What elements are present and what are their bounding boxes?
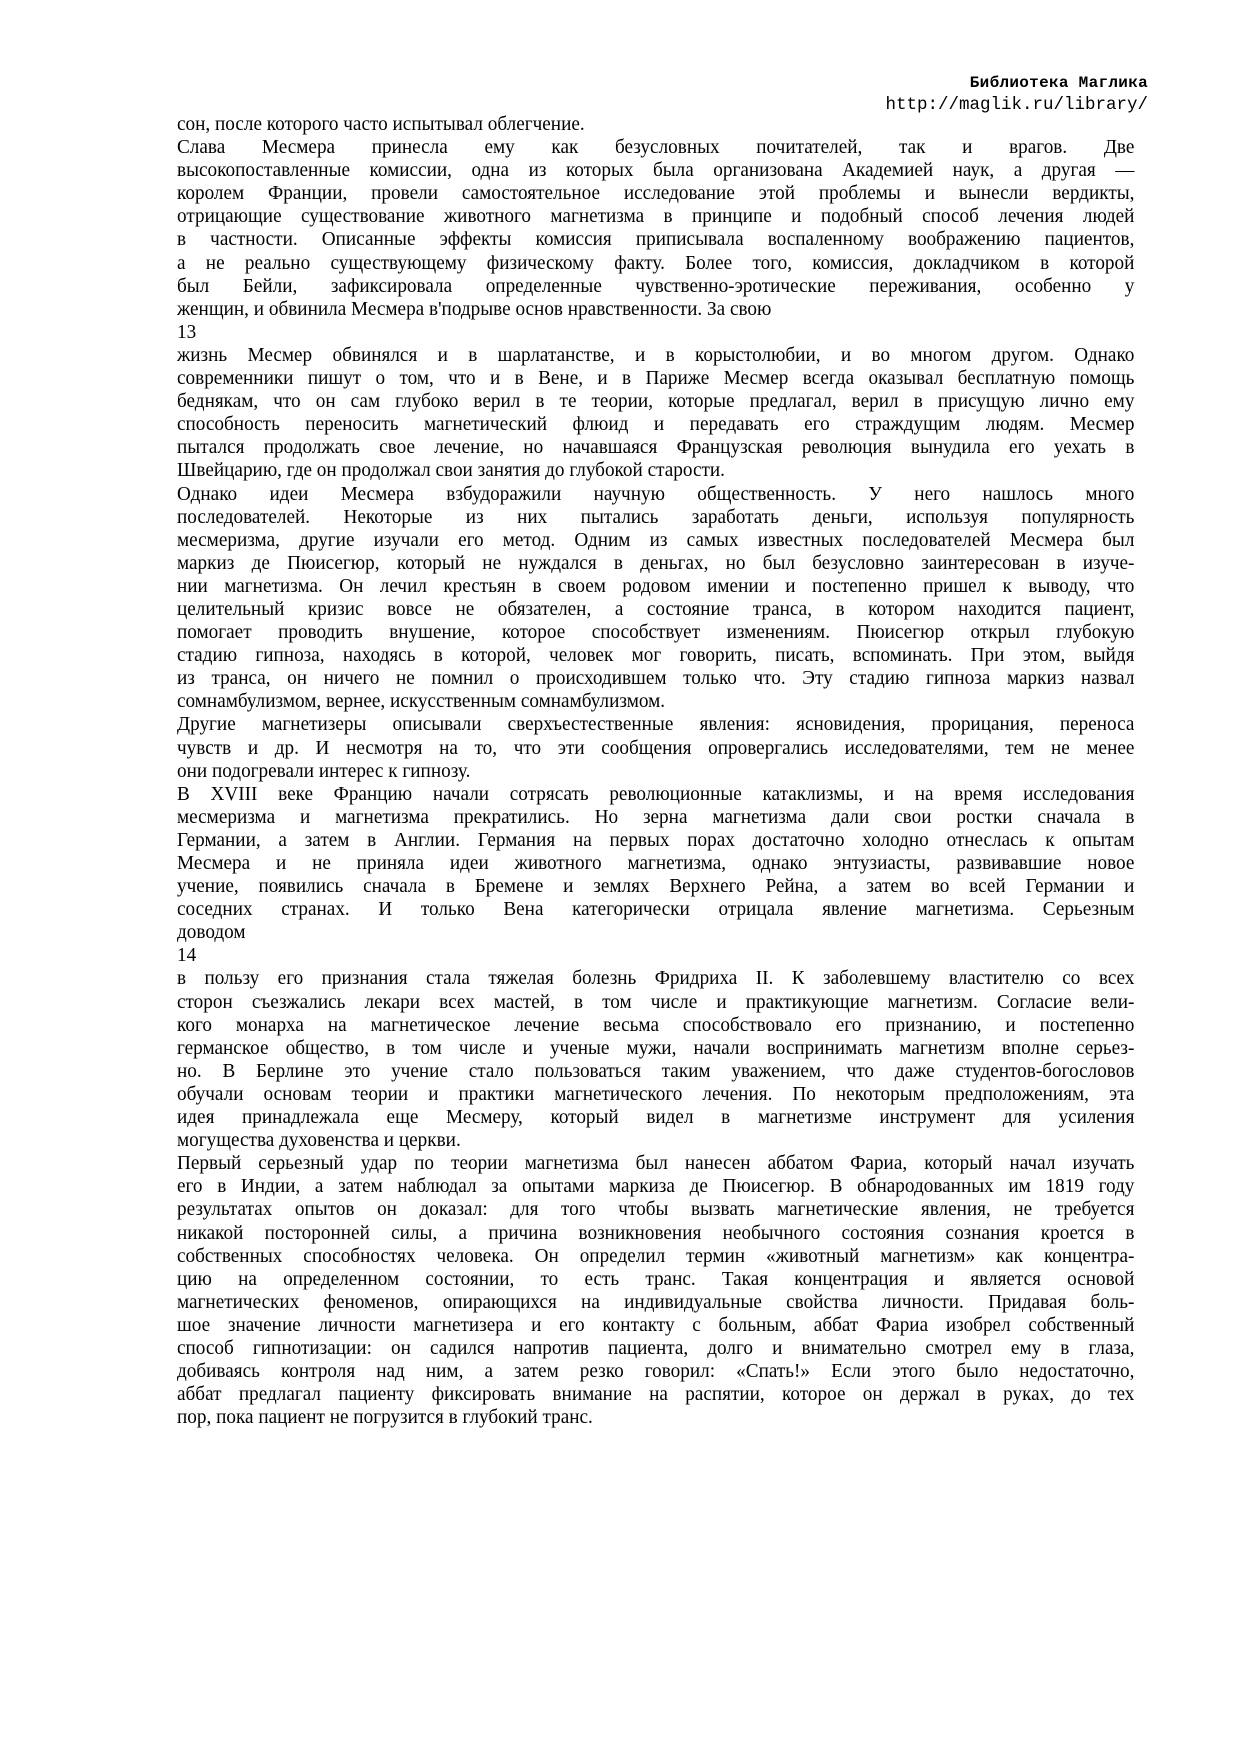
document-body bbox=[177, 113, 1134, 1429]
text-line: Однако идеи Месмера взбудоражили научную общественность. У него нашлось много bbox=[177, 483, 1135, 505]
text-line: женщин, и обвинила Месмера в'подрыве основ нравственности. За свою bbox=[177, 298, 772, 320]
text-line: никакой посторонней силы, а причина возникновения необычного состояния сознания кроется в bbox=[177, 1222, 1135, 1244]
text-line: Слава Месмера принесла ему как безусловных почитателей, так и врагов. Две bbox=[177, 137, 1135, 159]
text-line: нии магнетизма. Он лечил крестьян в своем родовом имении и постепенно пришел к выводу, что bbox=[177, 575, 1135, 597]
text-line: кого монарха на магнетическое лечение весьма способствовало его признанию, и постепенно bbox=[177, 1014, 1135, 1036]
text-line: а не реально существующему физическому факту. Более того, комиссия, докладчиком в которой bbox=[177, 252, 1135, 274]
text-line: способность переносить магнетический флюид и передавать его страждущим людям. Месмер bbox=[177, 414, 1135, 436]
text-line: маркиз де Пюисегюр, который не нуждался в деньгах, но был безусловно заинтересован в изуче- bbox=[177, 552, 1135, 574]
text-line: обучали основам теории и практики магнетического лечения. По некоторым предположениям, эта bbox=[177, 1083, 1135, 1105]
text-line: беднякам, что он сам глубоко верил в те теории, которые предлагал, верил в присущую лично ему bbox=[177, 391, 1135, 413]
text-line: из транса, он ничего не помнил о происходившем только что. Эту стадию гипноза маркиз назвал bbox=[177, 668, 1135, 690]
page-number: 14 bbox=[177, 945, 197, 967]
text-line: современники пишут о том, что и в Вене, и в Париже Месмер всегда оказывал бесплатную помощь bbox=[177, 368, 1135, 390]
text-line: магнетических феноменов, опирающихся на индивидуальные свойства личности. Придавая боль- bbox=[177, 1291, 1135, 1313]
text-line: В XVIII веке Францию начали сотрясать революционные катаклизмы, и на время исследования bbox=[177, 783, 1135, 805]
text-line: соседних странах. И только Вена категорически отрицала явление магнетизма. Серьезным bbox=[177, 899, 1135, 921]
page-header bbox=[885, 72, 1148, 116]
text-line: цию на определенном состоянии, то есть транс. Такая концентрация и является основой bbox=[177, 1268, 1135, 1290]
text-line: его в Индии, а затем наблюдал за опытами маркиза де Пюисегюр. В обнародованных им 1819 году bbox=[177, 1176, 1135, 1198]
text-line: идея принадлежала еще Месмеру, который видел в магнетизме инструмент для усиления bbox=[177, 1107, 1135, 1129]
text-line: способ гипнотизации: он садился напротив пациента, долго и внимательно смотрел ему в глаза, bbox=[177, 1337, 1135, 1359]
text-line: был Бейли, зафиксировала определенные чувственно-эротические переживания, особенно у bbox=[177, 275, 1135, 297]
text-line: отрицающие существование животного магнетизма в принципе и подобный способ лечения людей bbox=[177, 206, 1135, 228]
text-line: королем Франции, провели самостоятельное исследование этой проблемы и вынесли вердикты, bbox=[177, 183, 1135, 205]
text-line: высокопоставленные комиссии, одна из которых была организована Академией наук, а другая — bbox=[177, 160, 1135, 182]
text-line: пор, пока пациент не погрузится в глубокий транс. bbox=[177, 1407, 593, 1429]
text-line: последователей. Некоторые из них пытались заработать деньги, используя популярность bbox=[177, 506, 1135, 528]
text-line: Германии, а затем в Англии. Германия на первых порах достаточно холодно отнеслась к опытам bbox=[177, 829, 1135, 851]
text-line: могущества духовенства и церкви. bbox=[177, 1130, 461, 1152]
text-line: учение, появились сначала в Бремене и землях Верхнего Рейна, а затем во всей Германии и bbox=[177, 876, 1135, 898]
text-line: целительный кризис вовсе не обязателен, а состояние транса, в котором находится пациент, bbox=[177, 598, 1135, 620]
text-line: добиваясь контроля над ним, а затем резко говорил: «Спать!» Если этого было недостаточно, bbox=[177, 1361, 1135, 1383]
text-line: в частности. Описанные эффекты комиссия приписывала воспаленному воображению пациентов, bbox=[177, 229, 1135, 251]
library-title: Библиотека Маглика bbox=[969, 74, 1148, 92]
text-line: жизнь Месмер обвинялся и в шарлатанстве, и в корыстолюбии, и во многом другом. Однако bbox=[177, 344, 1135, 366]
text-line: но. В Берлине это учение стало пользоваться таким уважением, что даже студентов-богословов bbox=[177, 1060, 1135, 1082]
text-line: Швейцарию, где он продолжал свои занятия до глубокой старости. bbox=[177, 460, 725, 482]
text-line: Другие магнетизеры описывали сверхъестественные явления: ясновидения, прорицания, переноса bbox=[177, 714, 1135, 736]
text-line: помогает проводить внушение, которое способствует изменениям. Пюисегюр открыл глубокую bbox=[177, 622, 1135, 644]
text-line: шое значение личности магнетизера и его контакту с больным, аббат Фариа изобрел собственный bbox=[177, 1314, 1135, 1336]
text-line: в пользу его признания стала тяжелая болезнь Фридриха II. К заболевшему властителю со всех bbox=[177, 968, 1135, 990]
library-url: http://maglik.ru/library/ bbox=[885, 95, 1148, 115]
text-line: германское общество, в том числе и ученые мужи, начали воспринимать магнетизм вполне серьез- bbox=[177, 1037, 1135, 1059]
text-line: результатах опытов он доказал: для того чтобы вызвать магнетические явления, не требуется bbox=[177, 1199, 1135, 1221]
text-line: месмеризма, другие изучали его метод. Одним из самых известных последователей Месмера был bbox=[177, 529, 1135, 551]
text-line: чувств и др. И несмотря на то, что эти сообщения опровергались исследователями, тем не менее bbox=[177, 737, 1135, 759]
text-line: аббат предлагал пациенту фиксировать внимание на распятии, которое он держал в руках, до тех bbox=[177, 1384, 1135, 1406]
text-line: пытался продолжать свое лечение, но начавшаяся Французская революция вынудила его уехать в bbox=[177, 437, 1135, 459]
text-line: доводом bbox=[177, 922, 246, 944]
page-number: 13 bbox=[177, 321, 197, 343]
text-line: они подогревали интерес к гипнозу. bbox=[177, 760, 471, 782]
text-line: сон, после которого часто испытывал облегчение. bbox=[177, 114, 585, 135]
text-line: Месмера и не приняла идеи животного магнетизма, однако энтузиасты, развивавшие новое bbox=[177, 853, 1135, 874]
text-line: месмеризма и магнетизма прекратились. Но зерна магнетизма дали свои ростки сначала в bbox=[177, 806, 1135, 828]
text-line: сторон съезжались лекари всех мастей, в том числе и практикующие магнетизм. Согласие вели- bbox=[177, 991, 1135, 1013]
text-line: собственных способностях человека. Он определил термин «животный магнетизм» как концентра- bbox=[177, 1245, 1135, 1267]
text-line: сомнамбулизмом, вернее, искусственным сомнамбулизмом. bbox=[177, 691, 666, 713]
text-line: стадию гипноза, находясь в которой, человек мог говорить, писать, вспоминать. При этом, выйдя bbox=[177, 645, 1135, 667]
text-line: Первый серьезный удар по теории магнетизма был нанесен аббатом Фариа, который начал изучать bbox=[177, 1153, 1135, 1175]
